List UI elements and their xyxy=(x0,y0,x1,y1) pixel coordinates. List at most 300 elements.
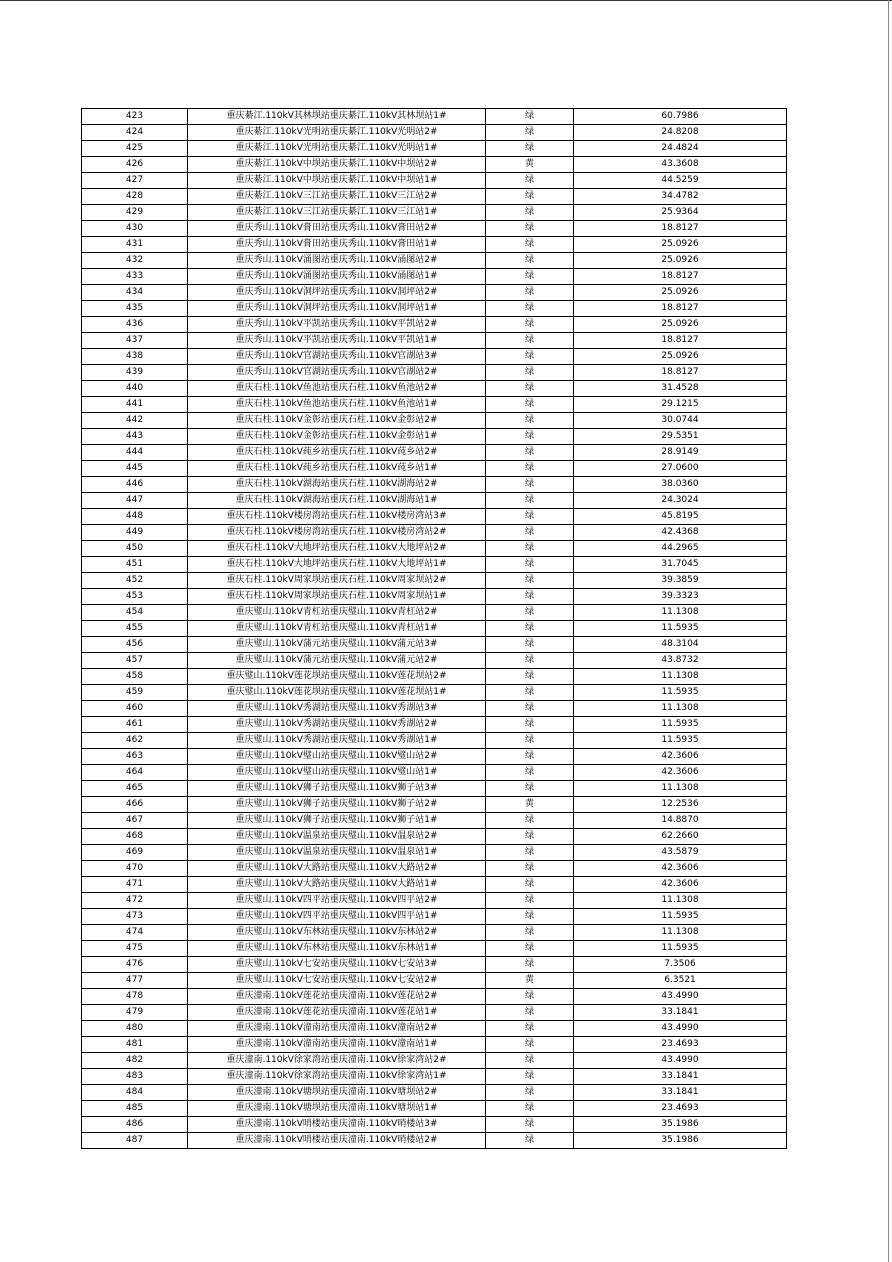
status-cell: 绿 xyxy=(486,909,574,925)
value-cell: 11.5935 xyxy=(574,733,787,749)
table-row xyxy=(82,973,787,989)
value-cell: 48.3104 xyxy=(574,637,787,653)
table-row xyxy=(82,637,787,653)
table-row xyxy=(82,461,787,477)
status-cell: 黄 xyxy=(486,973,574,989)
status-cell: 绿 xyxy=(486,237,574,253)
station-name-cell: 重庆璧山.110kV大路站重庆璧山.110kV大路站1# xyxy=(188,877,486,893)
station-name-cell: 重庆石柱.110kV金彰站重庆石柱.110kV金彰站1# xyxy=(188,429,486,445)
station-name-cell: 重庆璧山.110kV大路站重庆璧山.110kV大路站2# xyxy=(188,861,486,877)
status-cell: 绿 xyxy=(486,557,574,573)
table-row xyxy=(82,893,787,909)
value-cell: 28.9149 xyxy=(574,445,787,461)
value-cell: 42.3606 xyxy=(574,749,787,765)
station-name-cell: 重庆潼南.110kV潼南站重庆潼南.110kV潼南站1# xyxy=(188,1037,486,1053)
row-index-cell: 424 xyxy=(82,125,188,141)
status-cell: 绿 xyxy=(486,605,574,621)
table-row xyxy=(82,925,787,941)
row-index-cell: 456 xyxy=(82,637,188,653)
row-index-cell: 481 xyxy=(82,1037,188,1053)
row-index-cell: 434 xyxy=(82,285,188,301)
row-index-cell: 423 xyxy=(82,109,188,125)
status-cell: 绿 xyxy=(486,573,574,589)
value-cell: 42.3606 xyxy=(574,861,787,877)
status-cell: 绿 xyxy=(486,461,574,477)
station-name-cell: 重庆秀山.110kV洞坪站重庆秀山.110kV洞坪站2# xyxy=(188,285,486,301)
table-row xyxy=(82,781,787,797)
table-row xyxy=(82,413,787,429)
station-name-cell: 重庆璧山.110kV秀湖站重庆璧山.110kV秀湖站2# xyxy=(188,717,486,733)
row-index-cell: 465 xyxy=(82,781,188,797)
station-name-cell: 重庆綦江.110kV光明站重庆綦江.110kV光明站1# xyxy=(188,141,486,157)
station-name-cell: 重庆璧山.110kV狮子站重庆璧山.110kV狮子站3# xyxy=(188,781,486,797)
row-index-cell: 425 xyxy=(82,141,188,157)
status-cell: 绿 xyxy=(486,749,574,765)
table-row xyxy=(82,509,787,525)
row-index-cell: 473 xyxy=(82,909,188,925)
value-cell: 25.9364 xyxy=(574,205,787,221)
station-name-cell: 重庆潼南.110kV潼南站重庆潼南.110kV潼南站2# xyxy=(188,1021,486,1037)
status-cell: 绿 xyxy=(486,765,574,781)
row-index-cell: 460 xyxy=(82,701,188,717)
table-row xyxy=(82,429,787,445)
row-index-cell: 438 xyxy=(82,349,188,365)
row-index-cell: 476 xyxy=(82,957,188,973)
row-index-cell: 474 xyxy=(82,925,188,941)
value-cell: 42.3606 xyxy=(574,877,787,893)
value-cell: 39.3323 xyxy=(574,589,787,605)
value-cell: 11.5935 xyxy=(574,621,787,637)
value-cell: 11.1308 xyxy=(574,925,787,941)
status-cell: 绿 xyxy=(486,1021,574,1037)
station-name-cell: 重庆璧山.110kV蒲元站重庆璧山.110kV蒲元站3# xyxy=(188,637,486,653)
status-cell: 绿 xyxy=(486,653,574,669)
station-name-cell: 重庆綦江.110kV三江站重庆綦江.110kV三江站1# xyxy=(188,205,486,221)
station-name-cell: 重庆璧山.110kV温泉站重庆璧山.110kV温泉站1# xyxy=(188,845,486,861)
status-cell: 绿 xyxy=(486,141,574,157)
row-index-cell: 480 xyxy=(82,1021,188,1037)
status-cell: 绿 xyxy=(486,861,574,877)
row-index-cell: 463 xyxy=(82,749,188,765)
row-index-cell: 468 xyxy=(82,829,188,845)
station-name-cell: 重庆秀山.110kV膏田站重庆秀山.110kV膏田站2# xyxy=(188,221,486,237)
row-index-cell: 430 xyxy=(82,221,188,237)
status-cell: 绿 xyxy=(486,173,574,189)
value-cell: 12.2536 xyxy=(574,797,787,813)
table-row xyxy=(82,349,787,365)
station-name-cell: 重庆璧山.110kV四平站重庆璧山.110kV四平站1# xyxy=(188,909,486,925)
row-index-cell: 445 xyxy=(82,461,188,477)
station-name-cell: 重庆璧山.110kV狮子站重庆璧山.110kV狮子站2# xyxy=(188,797,486,813)
row-index-cell: 448 xyxy=(82,509,188,525)
status-cell: 绿 xyxy=(486,109,574,125)
value-cell: 11.5935 xyxy=(574,941,787,957)
station-name-cell: 重庆石柱.110kV湖海站重庆石柱.110kV湖海站1# xyxy=(188,493,486,509)
table-row xyxy=(82,189,787,205)
status-cell: 绿 xyxy=(486,493,574,509)
station-name-cell: 重庆璧山.110kV七安站重庆璧山.110kV七安站2# xyxy=(188,973,486,989)
status-cell: 绿 xyxy=(486,269,574,285)
value-cell: 42.4368 xyxy=(574,525,787,541)
page-top-edge xyxy=(0,0,892,1)
value-cell: 39.3859 xyxy=(574,573,787,589)
value-cell: 11.1308 xyxy=(574,669,787,685)
station-name-cell: 重庆璧山.110kV青杠站重庆璧山.110kV青杠站2# xyxy=(188,605,486,621)
status-cell: 绿 xyxy=(486,685,574,701)
value-cell: 25.0926 xyxy=(574,237,787,253)
value-cell: 11.1308 xyxy=(574,605,787,621)
value-cell: 25.0926 xyxy=(574,253,787,269)
value-cell: 60.7986 xyxy=(574,109,787,125)
value-cell: 43.4990 xyxy=(574,989,787,1005)
value-cell: 23.4693 xyxy=(574,1037,787,1053)
value-cell: 31.7045 xyxy=(574,557,787,573)
status-cell: 绿 xyxy=(486,1133,574,1149)
table-row xyxy=(82,173,787,189)
status-cell: 绿 xyxy=(486,845,574,861)
value-cell: 24.4824 xyxy=(574,141,787,157)
station-name-cell: 重庆潼南.110kV徐家湾站重庆潼南.110kV徐家湾站2# xyxy=(188,1053,486,1069)
status-cell: 绿 xyxy=(486,477,574,493)
row-index-cell: 457 xyxy=(82,653,188,669)
status-cell: 绿 xyxy=(486,1085,574,1101)
row-index-cell: 467 xyxy=(82,813,188,829)
value-cell: 11.1308 xyxy=(574,701,787,717)
value-cell: 43.8732 xyxy=(574,653,787,669)
station-name-cell: 重庆石柱.110kV楼房湾站重庆石柱.110kV楼房湾站3# xyxy=(188,509,486,525)
value-cell: 35.1986 xyxy=(574,1117,787,1133)
station-name-cell: 重庆璧山.110kV璧山站重庆璧山.110kV璧山站2# xyxy=(188,749,486,765)
table-row xyxy=(82,573,787,589)
table-row xyxy=(82,1021,787,1037)
table-row xyxy=(82,1101,787,1117)
station-name-cell: 重庆石柱.110kV莼乡站重庆石柱.110kV莼乡站1# xyxy=(188,461,486,477)
row-index-cell: 470 xyxy=(82,861,188,877)
status-cell: 绿 xyxy=(486,925,574,941)
table-row xyxy=(82,541,787,557)
station-name-cell: 重庆綦江.110kV其林坝站重庆綦江.110kV其林坝站1# xyxy=(188,109,486,125)
table-row xyxy=(82,845,787,861)
status-cell: 绿 xyxy=(486,317,574,333)
table-row xyxy=(82,205,787,221)
value-cell: 31.4528 xyxy=(574,381,787,397)
table-row xyxy=(82,301,787,317)
value-cell: 44.5259 xyxy=(574,173,787,189)
row-index-cell: 464 xyxy=(82,765,188,781)
value-cell: 7.3506 xyxy=(574,957,787,973)
table-row xyxy=(82,941,787,957)
table-row xyxy=(82,317,787,333)
table-row xyxy=(82,717,787,733)
table-row xyxy=(82,1085,787,1101)
row-index-cell: 433 xyxy=(82,269,188,285)
status-cell: 黄 xyxy=(486,157,574,173)
table-row xyxy=(82,445,787,461)
value-cell: 11.5935 xyxy=(574,685,787,701)
row-index-cell: 462 xyxy=(82,733,188,749)
station-name-cell: 重庆秀山.110kV官湖站重庆秀山.110kV官湖站2# xyxy=(188,365,486,381)
station-name-cell: 重庆璧山.110kV莲花坝站重庆璧山.110kV莲花坝站2# xyxy=(188,669,486,685)
table-row xyxy=(82,653,787,669)
row-index-cell: 429 xyxy=(82,205,188,221)
station-name-cell: 重庆璧山.110kV东林站重庆璧山.110kV东林站2# xyxy=(188,925,486,941)
station-name-cell: 重庆璧山.110kV狮子站重庆璧山.110kV狮子站1# xyxy=(188,813,486,829)
row-index-cell: 447 xyxy=(82,493,188,509)
station-name-cell: 重庆石柱.110kV鱼池站重庆石柱.110kV鱼池站2# xyxy=(188,381,486,397)
value-cell: 33.1841 xyxy=(574,1069,787,1085)
table-row xyxy=(82,621,787,637)
table-row xyxy=(82,605,787,621)
table-row xyxy=(82,237,787,253)
row-index-cell: 472 xyxy=(82,893,188,909)
value-cell: 18.8127 xyxy=(574,333,787,349)
station-name-cell: 重庆石柱.110kV周家坝站重庆石柱.110kV周家坝站1# xyxy=(188,589,486,605)
table-row xyxy=(82,589,787,605)
value-cell: 45.8195 xyxy=(574,509,787,525)
status-cell: 绿 xyxy=(486,525,574,541)
station-name-cell: 重庆石柱.110kV大地坪站重庆石柱.110kV大地坪站1# xyxy=(188,557,486,573)
station-name-cell: 重庆石柱.110kV金彰站重庆石柱.110kV金彰站2# xyxy=(188,413,486,429)
row-index-cell: 441 xyxy=(82,397,188,413)
station-name-cell: 重庆潼南.110kV莲花站重庆潼南.110kV莲花站1# xyxy=(188,1005,486,1021)
table-row xyxy=(82,701,787,717)
value-cell: 23.4693 xyxy=(574,1101,787,1117)
row-index-cell: 450 xyxy=(82,541,188,557)
table-row xyxy=(82,1133,787,1149)
table-row xyxy=(82,765,787,781)
table-row xyxy=(82,685,787,701)
station-name-cell: 重庆璧山.110kV四平站重庆璧山.110kV四平站2# xyxy=(188,893,486,909)
row-index-cell: 461 xyxy=(82,717,188,733)
station-name-cell: 重庆石柱.110kV莼乡站重庆石柱.110kV莼乡站2# xyxy=(188,445,486,461)
value-cell: 18.8127 xyxy=(574,301,787,317)
table-row xyxy=(82,1117,787,1133)
status-cell: 绿 xyxy=(486,1037,574,1053)
station-name-cell: 重庆石柱.110kV大地坪站重庆石柱.110kV大地坪站2# xyxy=(188,541,486,557)
table-row xyxy=(82,1037,787,1053)
status-cell: 绿 xyxy=(486,733,574,749)
data-table xyxy=(81,108,787,1149)
row-index-cell: 428 xyxy=(82,189,188,205)
row-index-cell: 458 xyxy=(82,669,188,685)
station-name-cell: 重庆秀山.110kV涌图站重庆秀山.110kV涌图站1# xyxy=(188,269,486,285)
value-cell: 11.5935 xyxy=(574,909,787,925)
value-cell: 18.8127 xyxy=(574,221,787,237)
station-name-cell: 重庆潼南.110kV哨楼站重庆潼南.110kV哨楼站2# xyxy=(188,1133,486,1149)
table-row xyxy=(82,269,787,285)
status-cell: 绿 xyxy=(486,429,574,445)
status-cell: 绿 xyxy=(486,333,574,349)
status-cell: 黄 xyxy=(486,797,574,813)
table-row xyxy=(82,797,787,813)
table-row xyxy=(82,557,787,573)
row-index-cell: 436 xyxy=(82,317,188,333)
value-cell: 25.0926 xyxy=(574,285,787,301)
value-cell: 14.8870 xyxy=(574,813,787,829)
table-row xyxy=(82,733,787,749)
status-cell: 绿 xyxy=(486,1053,574,1069)
value-cell: 18.8127 xyxy=(574,365,787,381)
station-name-cell: 重庆潼南.110kV塘坝站重庆潼南.110kV塘坝站2# xyxy=(188,1085,486,1101)
value-cell: 62.2660 xyxy=(574,829,787,845)
station-name-cell: 重庆璧山.110kV七安站重庆璧山.110kV七安站3# xyxy=(188,957,486,973)
row-index-cell: 435 xyxy=(82,301,188,317)
status-cell: 绿 xyxy=(486,701,574,717)
status-cell: 绿 xyxy=(486,637,574,653)
value-cell: 29.1215 xyxy=(574,397,787,413)
value-cell: 33.1841 xyxy=(574,1005,787,1021)
row-index-cell: 482 xyxy=(82,1053,188,1069)
row-index-cell: 475 xyxy=(82,941,188,957)
station-name-cell: 重庆潼南.110kV莲花站重庆潼南.110kV莲花站2# xyxy=(188,989,486,1005)
row-index-cell: 439 xyxy=(82,365,188,381)
status-cell: 绿 xyxy=(486,541,574,557)
row-index-cell: 469 xyxy=(82,845,188,861)
table-row xyxy=(82,909,787,925)
value-cell: 27.0600 xyxy=(574,461,787,477)
row-index-cell: 451 xyxy=(82,557,188,573)
status-cell: 绿 xyxy=(486,941,574,957)
station-name-cell: 重庆秀山.110kV平凯站重庆秀山.110kV平凯站2# xyxy=(188,317,486,333)
value-cell: 43.4990 xyxy=(574,1021,787,1037)
station-name-cell: 重庆石柱.110kV周家坝站重庆石柱.110kV周家坝站2# xyxy=(188,573,486,589)
row-index-cell: 426 xyxy=(82,157,188,173)
value-cell: 18.8127 xyxy=(574,269,787,285)
value-cell: 24.8208 xyxy=(574,125,787,141)
table-row xyxy=(82,877,787,893)
row-index-cell: 431 xyxy=(82,237,188,253)
row-index-cell: 442 xyxy=(82,413,188,429)
station-name-cell: 重庆秀山.110kV平凯站重庆秀山.110kV平凯站1# xyxy=(188,333,486,349)
status-cell: 绿 xyxy=(486,957,574,973)
table-row xyxy=(82,125,787,141)
station-name-cell: 重庆石柱.110kV楼房湾站重庆石柱.110kV楼房湾站2# xyxy=(188,525,486,541)
status-cell: 绿 xyxy=(486,877,574,893)
row-index-cell: 444 xyxy=(82,445,188,461)
station-name-cell: 重庆綦江.110kV中坝站重庆綦江.110kV中坝站2# xyxy=(188,157,486,173)
table-row xyxy=(82,669,787,685)
station-name-cell: 重庆璧山.110kV蒲元站重庆璧山.110kV蒲元站2# xyxy=(188,653,486,669)
table-row xyxy=(82,493,787,509)
row-index-cell: 486 xyxy=(82,1117,188,1133)
station-name-cell: 重庆潼南.110kV徐家湾站重庆潼南.110kV徐家湾站1# xyxy=(188,1069,486,1085)
row-index-cell: 477 xyxy=(82,973,188,989)
status-cell: 绿 xyxy=(486,989,574,1005)
table-row xyxy=(82,829,787,845)
row-index-cell: 466 xyxy=(82,797,188,813)
table-row xyxy=(82,989,787,1005)
table-row xyxy=(82,333,787,349)
table-row xyxy=(82,381,787,397)
status-cell: 绿 xyxy=(486,829,574,845)
station-name-cell: 重庆璧山.110kV璧山站重庆璧山.110kV璧山站1# xyxy=(188,765,486,781)
status-cell: 绿 xyxy=(486,781,574,797)
status-cell: 绿 xyxy=(486,445,574,461)
row-index-cell: 471 xyxy=(82,877,188,893)
table-row xyxy=(82,397,787,413)
station-name-cell: 重庆綦江.110kV光明站重庆綦江.110kV光明站2# xyxy=(188,125,486,141)
row-index-cell: 479 xyxy=(82,1005,188,1021)
table-row xyxy=(82,109,787,125)
status-cell: 绿 xyxy=(486,621,574,637)
status-cell: 绿 xyxy=(486,509,574,525)
status-cell: 绿 xyxy=(486,381,574,397)
table-row xyxy=(82,477,787,493)
status-cell: 绿 xyxy=(486,1069,574,1085)
value-cell: 42.3606 xyxy=(574,765,787,781)
value-cell: 30.0744 xyxy=(574,413,787,429)
value-cell: 25.0926 xyxy=(574,349,787,365)
status-cell: 绿 xyxy=(486,285,574,301)
value-cell: 11.1308 xyxy=(574,893,787,909)
table-row xyxy=(82,285,787,301)
row-index-cell: 459 xyxy=(82,685,188,701)
value-cell: 35.1986 xyxy=(574,1133,787,1149)
table-row xyxy=(82,525,787,541)
row-index-cell: 487 xyxy=(82,1133,188,1149)
table-body xyxy=(82,109,787,1149)
station-name-cell: 重庆璧山.110kV温泉站重庆璧山.110kV温泉站2# xyxy=(188,829,486,845)
row-index-cell: 427 xyxy=(82,173,188,189)
row-index-cell: 446 xyxy=(82,477,188,493)
station-name-cell: 重庆潼南.110kV塘坝站重庆潼南.110kV塘坝站1# xyxy=(188,1101,486,1117)
status-cell: 绿 xyxy=(486,365,574,381)
value-cell: 43.4990 xyxy=(574,1053,787,1069)
row-index-cell: 455 xyxy=(82,621,188,637)
status-cell: 绿 xyxy=(486,253,574,269)
row-index-cell: 485 xyxy=(82,1101,188,1117)
station-name-cell: 重庆綦江.110kV中坝站重庆綦江.110kV中坝站1# xyxy=(188,173,486,189)
station-name-cell: 重庆潼南.110kV哨楼站重庆潼南.110kV哨楼站3# xyxy=(188,1117,486,1133)
station-name-cell: 重庆綦江.110kV三江站重庆綦江.110kV三江站2# xyxy=(188,189,486,205)
table-row xyxy=(82,749,787,765)
table-row xyxy=(82,1053,787,1069)
table-row xyxy=(82,141,787,157)
table-row xyxy=(82,1005,787,1021)
table-row xyxy=(82,1069,787,1085)
row-index-cell: 432 xyxy=(82,253,188,269)
status-cell: 绿 xyxy=(486,589,574,605)
value-cell: 11.5935 xyxy=(574,717,787,733)
status-cell: 绿 xyxy=(486,205,574,221)
station-name-cell: 重庆璧山.110kV莲花坝站重庆璧山.110kV莲花坝站1# xyxy=(188,685,486,701)
value-cell: 43.3608 xyxy=(574,157,787,173)
status-cell: 绿 xyxy=(486,397,574,413)
row-index-cell: 453 xyxy=(82,589,188,605)
page-right-edge xyxy=(888,0,889,1262)
station-name-cell: 重庆秀山.110kV洞坪站重庆秀山.110kV洞坪站1# xyxy=(188,301,486,317)
value-cell: 33.1841 xyxy=(574,1085,787,1101)
status-cell: 绿 xyxy=(486,669,574,685)
station-name-cell: 重庆璧山.110kV秀湖站重庆璧山.110kV秀湖站3# xyxy=(188,701,486,717)
station-name-cell: 重庆秀山.110kV官湖站重庆秀山.110kV官湖站3# xyxy=(188,349,486,365)
row-index-cell: 484 xyxy=(82,1085,188,1101)
table-row xyxy=(82,813,787,829)
station-name-cell: 重庆璧山.110kV秀湖站重庆璧山.110kV秀湖站1# xyxy=(188,733,486,749)
row-index-cell: 483 xyxy=(82,1069,188,1085)
status-cell: 绿 xyxy=(486,717,574,733)
value-cell: 6.3521 xyxy=(574,973,787,989)
row-index-cell: 443 xyxy=(82,429,188,445)
value-cell: 29.5351 xyxy=(574,429,787,445)
table-row xyxy=(82,365,787,381)
row-index-cell: 437 xyxy=(82,333,188,349)
value-cell: 25.0926 xyxy=(574,317,787,333)
status-cell: 绿 xyxy=(486,893,574,909)
table-row xyxy=(82,157,787,173)
value-cell: 44.2965 xyxy=(574,541,787,557)
status-cell: 绿 xyxy=(486,1005,574,1021)
